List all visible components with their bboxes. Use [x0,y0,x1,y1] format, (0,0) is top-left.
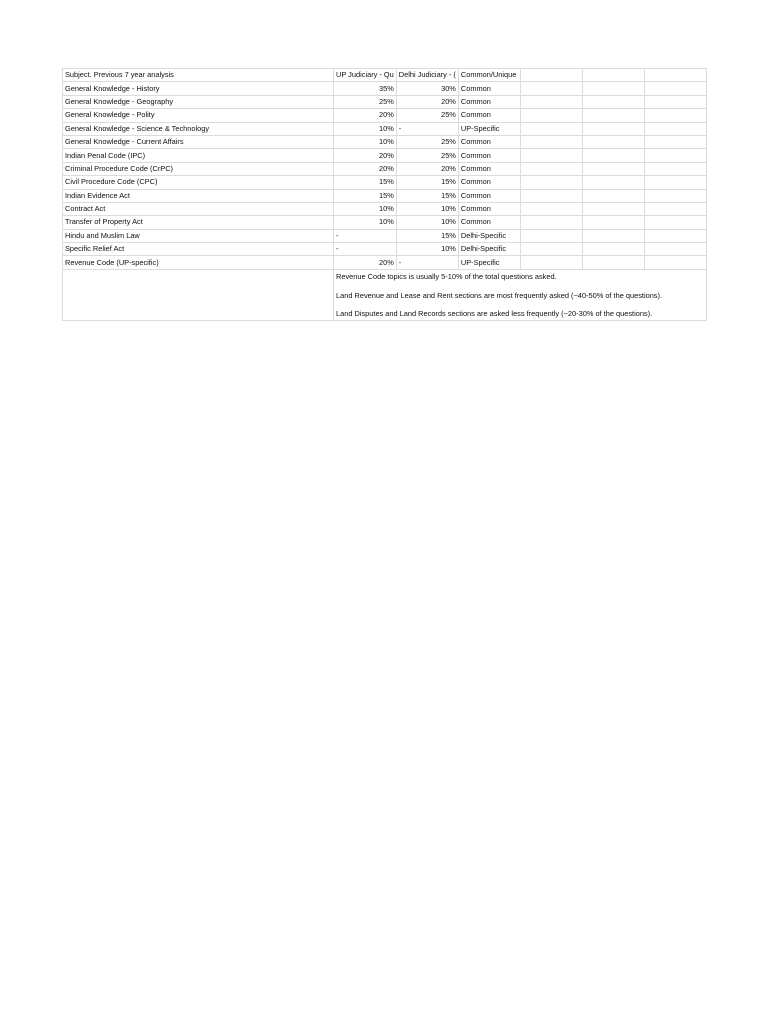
up-percent-cell[interactable]: 15% [334,176,397,189]
delhi-percent-cell[interactable]: 10% [396,202,458,215]
empty-cell[interactable] [582,135,644,148]
up-percent-cell[interactable]: 15% [334,189,397,202]
empty-cell[interactable] [520,202,582,215]
common-unique-cell[interactable]: UP-Specific [458,122,520,135]
common-unique-cell[interactable]: Common [458,95,520,108]
empty-cell[interactable] [582,69,644,82]
up-percent-cell[interactable]: - [334,229,397,242]
common-unique-cell[interactable]: Common [458,176,520,189]
empty-cell[interactable] [520,122,582,135]
spreadsheet-body [63,69,707,321]
up-percent-cell[interactable]: 20% [334,162,397,175]
table-row [63,229,707,242]
empty-cell[interactable] [644,135,706,148]
common-unique-cell[interactable]: Common [458,162,520,175]
subject-cell[interactable]: Transfer of Property Act [63,216,334,229]
header-up-judiciary[interactable]: UP Judiciary - Qu [334,69,397,82]
table-row [63,149,707,162]
up-percent-cell[interactable]: - [334,243,397,256]
delhi-percent-cell[interactable]: 15% [396,176,458,189]
empty-cell[interactable] [63,269,334,320]
up-percent-cell[interactable]: 20% [334,109,397,122]
subject-cell[interactable]: Indian Penal Code (IPC) [63,149,334,162]
common-unique-cell[interactable]: Common [458,135,520,148]
empty-cell[interactable] [520,135,582,148]
common-unique-cell[interactable]: Common [458,82,520,95]
subject-cell[interactable]: Specific Relief Act [63,243,334,256]
empty-cell[interactable] [520,82,582,95]
delhi-percent-cell[interactable]: - [396,256,458,269]
empty-cell[interactable] [644,122,706,135]
empty-cell[interactable] [582,229,644,242]
note-line: Revenue Code topics is usually 5-10% of the total questions asked. [336,271,557,281]
up-percent-cell[interactable]: 20% [334,149,397,162]
table-row [63,216,707,229]
delhi-percent-cell[interactable]: 10% [396,216,458,229]
empty-cell[interactable] [520,109,582,122]
empty-cell[interactable] [582,189,644,202]
empty-cell[interactable] [520,243,582,256]
header-row [63,69,707,82]
notes-row [63,269,707,320]
delhi-percent-cell[interactable]: 25% [396,135,458,148]
empty-cell[interactable] [644,149,706,162]
subject-cell[interactable]: Indian Evidence Act [63,189,334,202]
spreadsheet-table [62,68,707,321]
delhi-percent-cell[interactable]: 25% [396,149,458,162]
empty-cell[interactable] [644,109,706,122]
empty-cell[interactable] [582,256,644,269]
table-row [63,162,707,175]
table-row [63,135,707,148]
header-common-unique[interactable]: Common/Unique [458,69,520,82]
empty-cell[interactable] [644,176,706,189]
empty-cell[interactable] [520,162,582,175]
table-row [63,109,707,122]
empty-cell[interactable] [520,256,582,269]
header-delhi-judiciary[interactable]: Delhi Judiciary - ( [396,69,458,82]
delhi-percent-cell[interactable]: 20% [396,162,458,175]
subject-cell[interactable]: General Knowledge - Polity [63,109,334,122]
empty-cell[interactable] [520,229,582,242]
empty-cell[interactable] [582,162,644,175]
table-row [63,176,707,189]
empty-cell[interactable] [644,162,706,175]
delhi-percent-cell[interactable]: 15% [396,229,458,242]
up-percent-cell[interactable]: 20% [334,256,397,269]
subject-cell[interactable]: General Knowledge - Current Affairs [63,135,334,148]
up-percent-cell[interactable]: 10% [334,202,397,215]
table-row [63,202,707,215]
empty-cell[interactable] [520,149,582,162]
empty-cell[interactable] [520,95,582,108]
up-percent-cell[interactable]: 25% [334,95,397,108]
empty-cell[interactable] [582,122,644,135]
common-unique-cell[interactable]: Common [458,216,520,229]
subject-cell[interactable]: Revenue Code (UP-specific) [63,256,334,269]
empty-cell[interactable] [644,82,706,95]
subject-cell[interactable]: General Knowledge - History [63,82,334,95]
delhi-percent-cell[interactable]: 10% [396,243,458,256]
empty-cell[interactable] [582,95,644,108]
revenue-code-notes-cell[interactable] [334,269,707,320]
empty-cell[interactable] [644,256,706,269]
up-percent-cell[interactable]: 10% [334,216,397,229]
empty-cell[interactable] [520,69,582,82]
empty-cell[interactable] [644,229,706,242]
up-percent-cell[interactable]: 10% [334,135,397,148]
delhi-percent-cell[interactable]: - [396,122,458,135]
empty-cell[interactable] [582,202,644,215]
delhi-percent-cell[interactable]: 15% [396,189,458,202]
empty-cell[interactable] [520,176,582,189]
table-row [63,243,707,256]
up-percent-cell[interactable]: 10% [334,122,397,135]
empty-cell[interactable] [644,69,706,82]
note-line: Land Disputes and Land Records sections are asked less frequently (~20-30% of the questions). [336,309,653,319]
delhi-percent-cell[interactable]: 20% [396,95,458,108]
table-row [63,189,707,202]
empty-cell[interactable] [644,189,706,202]
common-unique-cell[interactable]: Common [458,202,520,215]
common-unique-cell[interactable]: Common [458,149,520,162]
empty-cell[interactable] [582,243,644,256]
delhi-percent-cell[interactable]: 25% [396,109,458,122]
empty-cell[interactable] [644,95,706,108]
empty-cell[interactable] [582,109,644,122]
empty-cell[interactable] [644,243,706,256]
common-unique-cell[interactable]: Delhi-Specific [458,243,520,256]
note-line: Land Revenue and Lease and Rent sections are most frequently asked (~40-50% of the questions). [336,290,663,300]
header-subject[interactable]: Subject. Previous 7 year analysis [63,69,334,82]
subject-cell[interactable]: Hindu and Muslim Law [63,229,334,242]
empty-cell[interactable] [520,189,582,202]
subject-cell[interactable]: Contract Act [63,202,334,215]
empty-cell[interactable] [582,176,644,189]
up-percent-cell[interactable]: 35% [334,82,397,95]
empty-cell[interactable] [644,216,706,229]
empty-cell[interactable] [520,216,582,229]
subject-cell[interactable]: General Knowledge - Science & Technology [63,122,334,135]
subject-cell[interactable]: Civil Procedure Code (CPC) [63,176,334,189]
table-row [63,95,707,108]
empty-cell[interactable] [582,82,644,95]
empty-cell[interactable] [644,202,706,215]
empty-cell[interactable] [582,149,644,162]
common-unique-cell[interactable]: Common [458,109,520,122]
common-unique-cell[interactable]: Common [458,189,520,202]
table-row [63,256,707,269]
table-row [63,82,707,95]
common-unique-cell[interactable]: UP-Specific [458,256,520,269]
delhi-percent-cell[interactable]: 30% [396,82,458,95]
subject-cell[interactable]: General Knowledge - Geography [63,95,334,108]
common-unique-cell[interactable]: Delhi-Specific [458,229,520,242]
empty-cell[interactable] [582,216,644,229]
subject-cell[interactable]: Criminal Procedure Code (CrPC) [63,162,334,175]
table-row [63,122,707,135]
